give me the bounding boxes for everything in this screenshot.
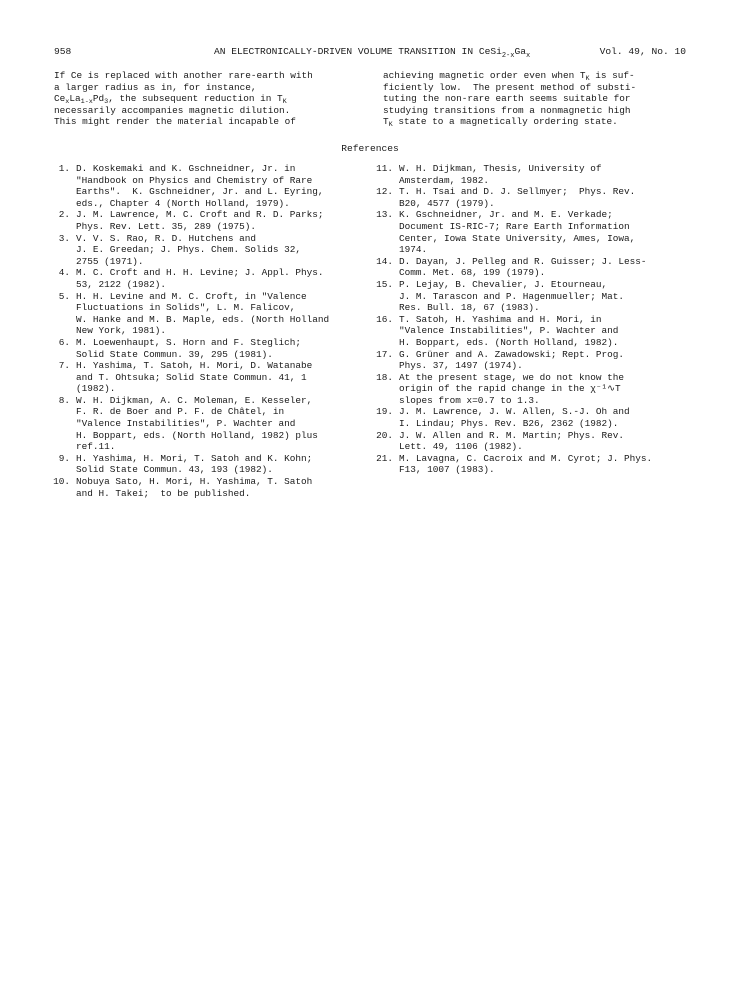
text-line: a larger radius as in, for instance,	[54, 81, 257, 93]
reference-line: Phys. 37, 1497 (1974).	[399, 360, 523, 372]
formula-sub: K	[585, 75, 590, 83]
reference-number: 4.	[58, 267, 70, 279]
reference-line: 53, 2122 (1982).	[76, 278, 167, 290]
reference-line: Fluctuations in Solids", L. M. Falicov,	[76, 302, 296, 314]
reference-item	[52, 453, 362, 476]
reference-number: 19.	[376, 406, 393, 418]
text-line: tuting the non-rare earth seems suitable for	[383, 93, 631, 105]
reference-line: W. Hanke and M. B. Maple, eds. (North Holland	[76, 313, 330, 325]
reference-line: T. H. Tsai and D. J. Sellmyer; Phys. Rev.	[399, 186, 636, 198]
reference-line: Nobuya Sato, H. Mori, H. Yashima, T. Satoh	[76, 476, 313, 488]
reference-line: V. V. S. Rao, R. D. Hutchens and	[76, 232, 257, 244]
reference-line: 1974.	[399, 244, 428, 256]
reference-text	[76, 267, 362, 290]
reference-line: T. Satoh, H. Yashima and H. Mori, in	[399, 313, 602, 325]
reference-text	[399, 256, 695, 279]
reference-item	[52, 291, 362, 337]
text-line	[383, 70, 683, 82]
reference-number: 15.	[376, 278, 393, 290]
reference-line: Phys. Rev. Lett. 35, 289 (1975).	[76, 220, 257, 232]
reference-line: J. M. Tarascon and P. Hagenmueller; Mat.	[399, 290, 625, 302]
reference-number: 20.	[376, 429, 393, 441]
reference-number: 6.	[58, 336, 70, 348]
reference-item	[375, 430, 695, 453]
formula-pd: Pd	[92, 93, 105, 105]
reference-item	[52, 267, 362, 290]
references-left-column	[52, 163, 362, 499]
reference-line: Solid State Commun. 43, 193 (1982).	[76, 464, 273, 476]
reference-text	[399, 209, 695, 255]
volume-info: Vol. 49, No. 10	[599, 46, 686, 57]
reference-line: origin of the rapid change in the χ⁻¹∿T	[399, 383, 621, 395]
reference-line: 2755 (1971).	[76, 255, 144, 267]
reference-item	[375, 453, 695, 476]
reference-item	[375, 163, 695, 186]
reference-item	[52, 163, 362, 209]
reference-text	[76, 395, 362, 453]
intro-right-column	[383, 70, 683, 128]
formula-la: La	[69, 93, 81, 105]
reference-line: H. Yashima, T. Satoh, H. Mori, D. Watanabe	[76, 360, 313, 372]
reference-item	[375, 209, 695, 255]
reference-item	[52, 337, 362, 360]
reference-line: "Valence Instabilities", P. Wachter and	[76, 418, 296, 430]
reference-text	[399, 279, 695, 314]
reference-number: 12.	[376, 186, 393, 198]
reference-line: W. H. Dijkman, Thesis, University of	[399, 163, 602, 174]
reference-line: B20, 4577 (1979).	[399, 197, 495, 209]
reference-number: 14.	[376, 255, 393, 267]
reference-line: J. M. Lawrence, J. W. Allen, S.-J. Oh and	[399, 406, 630, 418]
reference-text	[76, 163, 362, 209]
reference-number: 16.	[376, 313, 393, 325]
page-number: 958	[54, 46, 72, 57]
reference-number: 13.	[376, 209, 393, 221]
reference-number: 2.	[58, 209, 70, 221]
reference-line: slopes from x=0.7 to 1.3.	[399, 394, 540, 406]
text-line: ficiently low. The present method of substi-	[383, 81, 637, 93]
reference-line: Res. Bull. 18, 67 (1983).	[399, 302, 540, 314]
reference-number: 18.	[376, 371, 393, 383]
formula-sub: 1-x	[80, 98, 93, 107]
reference-number: 17.	[376, 348, 393, 360]
reference-item	[52, 395, 362, 453]
reference-item	[52, 209, 362, 232]
reference-item	[375, 406, 695, 429]
reference-text	[399, 453, 695, 476]
formula-sub: x	[65, 98, 70, 107]
reference-item	[375, 279, 695, 314]
reference-line: F. R. de Boer and P. F. de Châtel, in	[76, 406, 285, 418]
formula-ce: Ce	[54, 93, 66, 105]
reference-line: M. Lavagna, C. Cacroix and M. Cyrot; J. Phys.	[399, 452, 653, 464]
text-fragment: state to a magnetically ordering state.	[392, 116, 618, 128]
reference-item	[52, 476, 362, 499]
text-fragment: T	[383, 116, 389, 128]
reference-line: eds., Chapter 4 (North Holland, 1979).	[76, 197, 290, 209]
reference-line: Solid State Commun. 39, 295 (1981).	[76, 348, 273, 360]
reference-line: ref.11.	[76, 441, 116, 453]
reference-line: New York, 1981).	[76, 325, 167, 337]
reference-line: "Valence Instabilities", P. Wachter and	[399, 325, 619, 337]
reference-item	[52, 360, 362, 395]
reference-text	[76, 209, 362, 232]
text-fragment: is suf-	[589, 70, 635, 81]
reference-line: M. C. Croft and H. H. Levine; J. Appl. Phys.	[76, 267, 324, 279]
reference-number: 11.	[376, 163, 393, 174]
reference-text	[76, 233, 362, 268]
reference-line: J. W. Allen and R. M. Martin; Phys. Rev.	[399, 429, 625, 441]
reference-line: J. M. Lawrence, M. C. Croft and R. D. Parks;	[76, 209, 324, 221]
reference-number: 7.	[58, 360, 70, 372]
reference-text	[76, 360, 362, 395]
reference-line: W. H. Dijkman, A. C. Moleman, E. Kesseler,	[76, 394, 313, 406]
reference-item	[375, 186, 695, 209]
reference-number: 10.	[53, 476, 70, 488]
title-sub-1: 2-x	[501, 52, 515, 60]
reference-line: H. Boppart, eds. (North Holland, 1982) plus	[76, 429, 318, 441]
references-heading: References	[341, 143, 399, 154]
text-fragment: achieving magnetic order even when T	[383, 70, 586, 81]
reference-number: 1.	[58, 163, 70, 174]
reference-line: (1982).	[76, 383, 116, 395]
text-line: This might render the material incapable of	[54, 116, 296, 128]
reference-line: H. Boppart, eds. (North Holland, 1982).	[399, 336, 619, 348]
reference-line: H. H. Levine and M. C. Croft, in "Valence	[76, 290, 307, 302]
reference-line: Comm. Met. 68, 199 (1979).	[399, 267, 546, 279]
reference-text	[76, 476, 362, 499]
references-right-column	[375, 163, 695, 476]
reference-text	[76, 453, 362, 476]
reference-text	[399, 430, 695, 453]
reference-line: Center, Iowa State University, Ames, Iowa,	[399, 232, 636, 244]
reference-line: F13, 1007 (1983).	[399, 464, 495, 476]
reference-line: P. Lejay, B. Chevalier, J. Etourneau,	[399, 278, 608, 290]
reference-number: 9.	[58, 452, 70, 464]
reference-item	[375, 349, 695, 372]
text-line: necessarily accompanies magnetic dilution.	[54, 104, 291, 116]
reference-line: and H. Takei; to be published.	[76, 487, 251, 499]
reference-line: Earths". K. Gschneidner, Jr. and L. Eyring,	[76, 186, 324, 198]
reference-text	[399, 314, 695, 349]
formula-sub: K	[282, 98, 287, 107]
reference-text	[399, 372, 695, 407]
reference-text	[399, 349, 695, 372]
title-mid: Ga	[514, 46, 526, 57]
reference-text	[399, 406, 695, 429]
reference-text	[76, 291, 362, 337]
reference-line: At the present stage, we do not know the	[399, 371, 625, 383]
reference-line: D. Dayan, J. Pelleg and R. Guisser; J. Less-	[399, 255, 647, 267]
text-line: studying transitions from a nonmagnetic high	[383, 104, 631, 116]
reference-line: and T. Ohtsuka; Solid State Commun. 41, 1	[76, 371, 307, 383]
reference-text	[399, 163, 695, 186]
reference-line: I. Lindau; Phys. Rev. B26, 2362 (1982).	[399, 418, 619, 430]
reference-line: G. Grüner and A. Zawadowski; Rept. Prog.	[399, 348, 625, 360]
reference-line: K. Gschneidner, Jr. and M. E. Verkade;	[399, 209, 613, 221]
reference-text	[76, 337, 362, 360]
running-header	[54, 44, 686, 60]
reference-number: 3.	[58, 232, 70, 244]
formula-sub: K	[388, 121, 393, 130]
reference-line: D. Koskemaki and K. Gschneidner, Jr. in	[76, 163, 296, 174]
reference-line: Document IS-RIC-7; Rare Earth Information	[399, 220, 630, 232]
reference-line: Lett. 49, 1106 (1982).	[399, 441, 523, 453]
text-line: If Ce is replaced with another rare-earth with	[54, 70, 313, 81]
reference-number: 5.	[58, 290, 70, 302]
reference-text	[399, 186, 695, 209]
formula-text: , the subsequent reduction in T	[108, 93, 283, 105]
reference-item	[52, 233, 362, 268]
reference-line: "Handbook on Physics and Chemistry of Rare	[76, 174, 313, 186]
reference-line: H. Yashima, H. Mori, T. Satoh and K. Kohn;	[76, 452, 313, 464]
title-sub-2: x	[525, 52, 531, 60]
intro-left-column	[54, 70, 344, 128]
reference-item	[375, 372, 695, 407]
reference-line: Amsterdam, 1982.	[399, 174, 490, 186]
reference-item	[375, 314, 695, 349]
reference-number: 21.	[376, 452, 393, 464]
text-line-formula	[54, 93, 344, 105]
formula-sub: 3	[104, 98, 109, 107]
reference-line: J. E. Greedan; J. Phys. Chem. Solids 32,	[76, 244, 302, 256]
text-line	[383, 116, 683, 128]
title-main: AN ELECTRONICALLY-DRIVEN VOLUME TRANSITION IN CeSi	[214, 46, 502, 57]
reference-number: 8.	[58, 394, 70, 406]
reference-item	[375, 256, 695, 279]
running-title	[214, 44, 530, 64]
reference-line: M. Loewenhaupt, S. Horn and F. Steglich;	[76, 336, 302, 348]
